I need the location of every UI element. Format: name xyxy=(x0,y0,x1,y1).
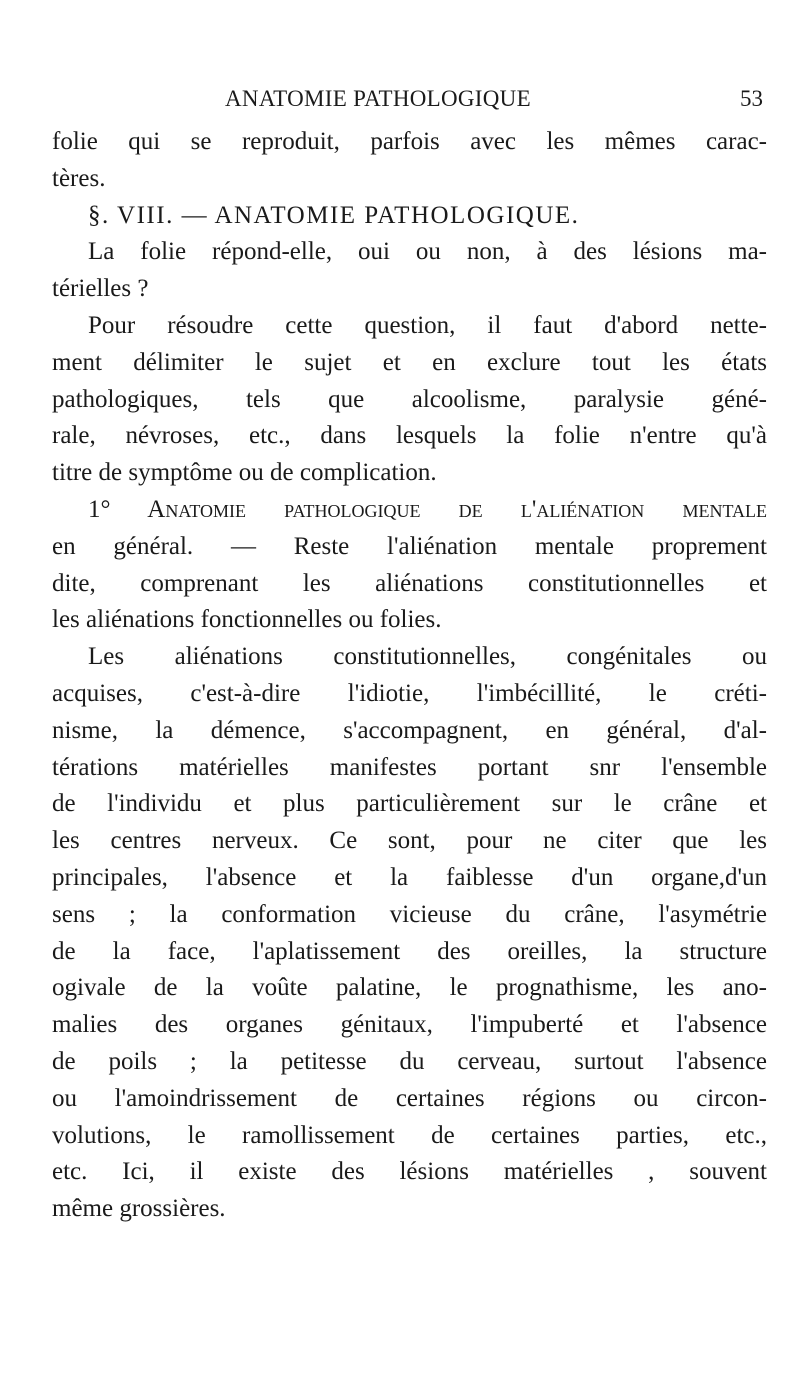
text-line: tères. xyxy=(52,164,106,192)
text-line: principales, l'absence et la faiblesse d'un organe,d'un xyxy=(52,863,767,891)
text-line: Pour résoudre cette question, il faut d'abord nette- xyxy=(88,311,767,339)
text-line: Les aliénations constitutionnelles, congénitales ou xyxy=(88,643,767,671)
text-line: ogivale de la voûte palatine, le prognathisme, les ano- xyxy=(52,974,767,1002)
text-line: nisme, la démence, s'accompagnent, en général, d'al- xyxy=(52,716,767,744)
body-text xyxy=(52,124,767,1228)
page-number: 53 xyxy=(740,86,763,111)
text-line: dite, comprenant les aliénations constitutionnelles et xyxy=(52,569,767,597)
text-line: sens ; la conformation vicieuse du crâne, l'asymétrie xyxy=(52,900,767,928)
text-line: ment délimiter le sujet et en exclure tout les états xyxy=(52,348,767,376)
subsection-heading: 1° Anatomie pathologique de l'aliénation mentale xyxy=(88,495,767,523)
section-heading: §. VIII. — ANATOMIE PATHOLOGIQUE. xyxy=(88,201,580,229)
text-line: de poils ; la petitesse du cerveau, surtout l'absence xyxy=(52,1047,767,1075)
text-line: acquises, c'est-à-dire l'idiotie, l'imbécillité, le créti- xyxy=(52,679,767,707)
text-line: etc. Ici, il existe des lésions matérielles , souvent xyxy=(52,1158,767,1186)
text-line: volutions, le ramollissement de certaines parties, etc., xyxy=(52,1121,767,1149)
text-line: de la face, l'aplatissement des oreilles, la structure xyxy=(52,937,767,965)
text-line: malies des organes génitaux, l'impuberté et l'absence xyxy=(52,1011,767,1039)
text-line: rale, névroses, etc., dans lesquels la folie n'entre qu'à xyxy=(52,422,767,450)
text-line: La folie répond-elle, oui ou non, à des lésions ma- xyxy=(88,238,767,266)
text-line: folie qui se reproduit, parfois avec les mêmes carac- xyxy=(52,128,767,155)
text-line: même grossières. xyxy=(52,1195,226,1223)
text-line: pathologiques, tels que alcoolisme, paralysie géné- xyxy=(52,385,767,413)
text-line: térations matérielles manifestes portant snr l'ensemble xyxy=(52,753,767,781)
text-line: ou l'amoindrissement de certaines régions ou circon- xyxy=(52,1084,767,1112)
text-line: les centres nerveux. Ce sont, pour ne citer que les xyxy=(52,827,767,855)
text-line: en général. — Reste l'aliénation mentale proprement xyxy=(52,532,767,560)
text-line: titre de symptôme ou de complication. xyxy=(52,459,437,487)
running-title: ANATOMIE PATHOLOGIQUE xyxy=(225,86,531,111)
text-line: les aliénations fonctionnelles ou folies. xyxy=(52,606,442,634)
text-line: térielles ? xyxy=(52,275,149,303)
text-line: de l'individu et plus particulièrement sur le crâne et xyxy=(52,790,767,818)
